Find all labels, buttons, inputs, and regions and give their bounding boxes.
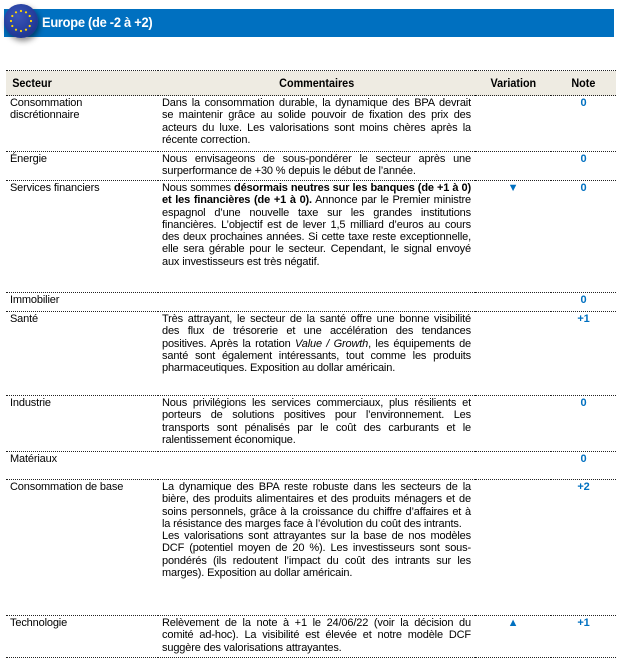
- sector-variation: [475, 152, 551, 181]
- sector-note: 0: [551, 396, 616, 452]
- sector-note: 0: [551, 293, 616, 312]
- sector-note: 0: [551, 152, 616, 181]
- sector-note: +1: [551, 616, 616, 658]
- sector-note: 0: [551, 96, 616, 152]
- header-comment: Commentaires: [158, 71, 475, 96]
- sector-note: 0: [551, 181, 616, 293]
- sector-note: +2: [551, 480, 616, 616]
- sector-comment: Très attrayant, le secteur de la santé offre une bonne visibilité des flux de trésorerie et une accélération des tendances positives. Après la rotation Value / Growth, les équipements de santé sont également intéressants, tout comme les produits pharmaceutiques. Exposition au dollar américain.: [158, 312, 475, 396]
- sector-name: Services financiers: [6, 181, 158, 293]
- comment-italic: Value / Growth: [294, 337, 369, 350]
- sector-table: [6, 70, 616, 658]
- sector-name: Matériaux: [6, 452, 158, 480]
- arrow-up-icon: ▲: [475, 616, 551, 658]
- sector-variation: [475, 452, 551, 480]
- section-title: Europe (de -2 à +2): [42, 14, 153, 30]
- sector-name: Consommation discrétionnaire: [6, 96, 158, 152]
- sector-name: Consommation de base: [6, 480, 158, 616]
- sector-comment: Relèvement de la note à +1 le 24/06/22 (voir la décision du comité ad-hoc). La visibilité est élevée et notre modèle DCF suggère des valorisations attrayantes.: [158, 616, 475, 658]
- eu-flag-icon: [4, 4, 38, 38]
- table-row: [6, 452, 616, 480]
- sector-variation: [475, 396, 551, 452]
- sector-note: 0: [551, 452, 616, 480]
- table-row: [6, 96, 616, 152]
- header-note: Note: [551, 71, 616, 96]
- sector-variation: [475, 480, 551, 616]
- sector-name: Énergie: [6, 152, 158, 181]
- table-row: [6, 396, 616, 452]
- comment-emphasis: désormais neutres sur les banques (de +1 à 0) et les financières (de +1 à 0).: [162, 182, 471, 207]
- sector-comment: [158, 452, 475, 480]
- sector-comment: [158, 293, 475, 312]
- table-row: [6, 616, 616, 658]
- sector-variation: [475, 312, 551, 396]
- table-row: [6, 312, 616, 396]
- table-row: [6, 152, 616, 181]
- table-row: [6, 293, 616, 312]
- sector-comment: Nous privilégions les services commerciaux, plus résilients et porteurs de solutions positives pour l’environnement. Les transports sont pénalisés par le coût des carburants et le ralentissement économique.: [158, 396, 475, 452]
- sector-name: Immobilier: [6, 293, 158, 312]
- sector-comment: Nous envisageons de sous-pondérer le secteur après une surperformance de +30 % depuis le début de l’année.: [158, 152, 475, 181]
- sector-variation: [475, 96, 551, 152]
- table-row: [6, 181, 616, 293]
- section-banner: [4, 9, 614, 37]
- sector-note: +1: [551, 312, 616, 396]
- sector-comment: Nous sommes désormais neutres sur les banques (de +1 à 0) et les financières (de +1 à 0). Annonce par le Premier ministre espagnol d’une nouvelle taxe sur les grandes institutions financières. L’objectif est de lever 1,5 milliard d’euros au cours des deux prochaines années. Si cette taxe reste exceptionnelle, elle sera gérable pour le secteur. Cependant, le signal envoyé aux investisseurs est très négatif.: [158, 181, 475, 293]
- sector-name: Technologie: [6, 616, 158, 658]
- sector-variation: [475, 293, 551, 312]
- sector-name: Santé: [6, 312, 158, 396]
- header-sector: Secteur: [6, 71, 158, 96]
- arrow-down-icon: ▼: [475, 181, 551, 293]
- header-variation: Variation: [475, 71, 551, 96]
- sector-comment: Dans la consommation durable, la dynamique des BPA devrait se maintenir grâce au solide pouvoir de fixation des prix des acteurs du luxe. Les valorisations sont moins chères après la récente correction.: [158, 96, 475, 152]
- table-row: [6, 480, 616, 616]
- sector-comment: La dynamique des BPA reste robuste dans les secteurs de la bière, des produits alimentaires et des produits ménagers et de soins personnels, grâce à la croissance du chiffre d’affaires et à la résistance des marges face à l’évolution du coût des intrants. Les valorisations sont attrayantes sur la base de nos modèles DCF (potentiel moyen de 20 %). Les investisseurs sont sous-pondérés (ils redoutent l’impact du coût des intrants sur les marges). Exposition au dollar américain.: [158, 480, 475, 616]
- table-header-row: [6, 71, 616, 96]
- sector-name: Industrie: [6, 396, 158, 452]
